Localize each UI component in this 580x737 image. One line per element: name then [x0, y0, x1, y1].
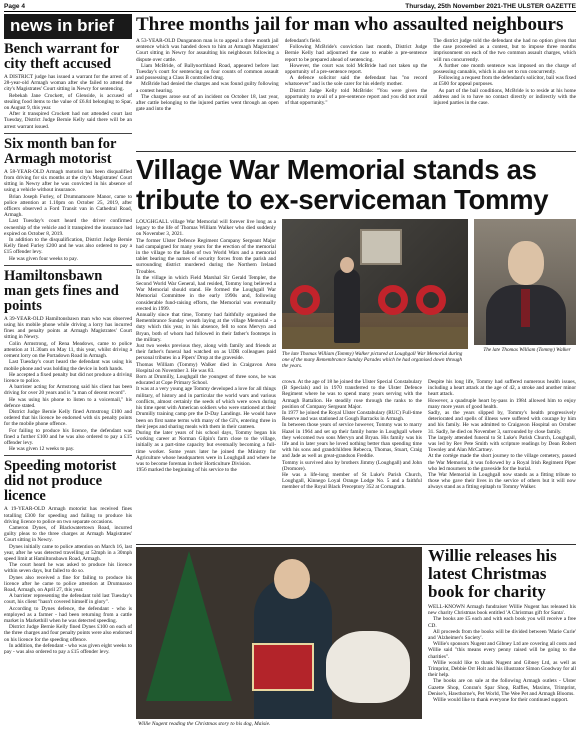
memorial-col-3 — [428, 379, 576, 544]
paragraph: Cameron Dynes, of Blackwatertown Road, incurred guilty pleas to the three charges at Armagh Magistrates' Court sitting in Newry. — [4, 524, 132, 544]
paragraph: Willie would like to thank Nugent and Gibney Ltd, as well as Trimprint, Debbie Orr Holt and his illustrator Simon Goodway for all their help. — [428, 659, 576, 679]
paragraph: defendant's field. — [284, 38, 321, 44]
paragraph: A 19-YEAR-OLD Armagh motorist has received fines totalling £300 for speeding and failing to produce his driving licence to police on two separate occasions. — [4, 506, 132, 525]
paragraph: It was at a very young age Tommy developed a love for all things military, of history and in particular the world wars and various conflicts, almost certainly the seeds of which were sown during his time spent with American soldiers who were stationed at their Drumilly training camp pre the D-Day Landings. He would have been on first name terms with many of the GI's, entering three in their jeeps and sharing meals with them in their canteen. — [136, 386, 276, 430]
paragraph: Born at Drumilly, Loughgall the youngest of three sons, he was educated at Cope Primary School. — [136, 374, 276, 387]
willie-body — [428, 604, 576, 703]
paragraph: Dynes also received a fine for failing to produce his licence after he came to police attention at Drumnasoo Road, Armagh, on April 27, this year. — [4, 574, 132, 593]
paragraph: Sadly, as the years slipped by, Tommy's health progressively deteriorated and spells of illness were suffered with courage by him and his family. He was admitted to Craigavon Hospital on October 31. Sadly, he died on November 3, surrounded by close family. — [428, 410, 576, 435]
paragraph: At the cortège made the short journey to the village cemetery, passed the War Memorial, it was followed by a Royal Irish Regiment Piper who led mourners to the graveside for the burial. — [428, 453, 576, 472]
brief-headline: Bench warrant for city theft accused — [4, 41, 119, 72]
brief-headline: Hamiltonsbawn man gets fines and points — [4, 267, 119, 314]
divider — [136, 544, 576, 545]
paragraph: Colin Armstrong, of Rena Meadows, came to police attention at 11.30am on May 11, this year, whilst driving a cement lorry on the Portadown Road in Armagh. — [4, 340, 132, 360]
paragraph: In addition, the defendant - who was given eight weeks to pay - was also ordered to pay a £15 offender levy. — [4, 642, 132, 656]
paragraph: The district judge told the defendant she had no option given that the case proceeded as a contest, but to impose three months imprisonment on each of the two common assault charges, which will run concurrently. — [433, 38, 576, 63]
christmas-tree-icon — [146, 551, 232, 701]
paragraph: A further one month sentence was imposed on the charge of possessing cannabis, which is also set to run concurrently. — [433, 62, 576, 76]
paragraph: Willie would like to thank everyone for their continued support. — [433, 697, 569, 704]
brief-headline: Six month ban for Armagh motorist — [4, 135, 117, 167]
paragraph: He was given 12 weeks to pay. — [9, 446, 75, 453]
paragraph: Willie's sponsors Nugent and Gibney Ltd are covering all costs and Willie said "this means every penny raised will be going to the charities". — [428, 641, 576, 660]
paragraph: He was using his phone to listen to a voicemail," his defence stated. — [4, 396, 132, 409]
paragraph: The charges arose out of an incident on October 18, last year, after cattle belonging to the injured parties went through an open gate and into the — [136, 93, 279, 113]
paragraph: Last Tuesday's court heard the driver confirmed ownership of the vehicle and it transpired the insurance had expired on October 8, 2019. — [4, 218, 132, 237]
divider — [4, 133, 132, 134]
paragraph: WELL-KNOWN Armagh fundraiser Willie Nugent has released his new charity Christmas book entitled 'A Christmas gift for Santa'. — [428, 604, 576, 617]
willie-headline: Willie releases his latest Christmas book for charity — [428, 547, 557, 601]
page-header — [4, 2, 576, 12]
paragraph: District Judge Bernie Kelly fined Dynes £100 on each of the three charges and four penalty points were also endorsed on his licence for the speeding offence. — [4, 624, 132, 643]
jail-col-3 — [433, 38, 576, 151]
brief-body — [4, 74, 132, 130]
memorial-headline-line-2: tribute to ex-serviceman Tommy — [136, 184, 549, 215]
news-in-brief-banner: news in brief — [4, 14, 132, 39]
portrait-photo — [474, 219, 576, 345]
portrait-caption: The late Thomas William (Tommy) Walker — [483, 347, 571, 353]
willie-article — [136, 547, 576, 732]
poppy-wreath-icon — [290, 285, 320, 315]
paragraph: The War Memorial in Loughgall now stands as a fitting tribute to those who gave their lives in the service of others but it will now always stand as a fitting epitaph to Tommy Walker. — [428, 472, 576, 491]
paragraph: crown. At the age of 18 he joined the Ulster Special Constabulary (B Specials) and in 1970 transferred to the Ulster Defence Regiment where he was to spend many years serving with the Armagh Battalion. He steadily rose through the ranks to the position of Company Sergeant Major. — [282, 379, 422, 410]
paragraph: District Judge Kelly told McBride: "You were given the opportunity to avail of a pre-sentence report and you did not avail of that opportunity." — [284, 87, 428, 107]
main-column — [136, 14, 576, 732]
dog-icon — [326, 631, 410, 703]
paragraph: During the later years of his school days, Tommy began his working career at Norman Gilpin's farm close to the village, initially as a part-time capacity but eventually becoming a full-time worker. Some years later he joined the Ministry for Agriculture whose headquarters were in Loughgall and where he was to become foreman in their Horticulture Division. — [136, 429, 276, 467]
paragraph: A 58-YEAR-OLD Armagh motorist has been disqualified from driving for six months at the city's Magistrates' Court sitting in Newry after he was convicted in his absence of using a vehicle without insurance. — [4, 168, 132, 194]
jail-col-1 — [136, 38, 279, 151]
poppy-wreath-icon — [378, 285, 408, 315]
willie-photo-caption: Willie Nugent reading the Christmas story to his dog, Maisie. — [138, 721, 271, 727]
paragraph: Following McBride's conviction last month, District Judge Bernie Kelly had adjourned the case to enable a pre-sentence report to be prepared ahead of sentencing. — [284, 44, 428, 63]
paragraph: Despite his long life, Tommy had suffered numerous health issues, including a heart attack at the age of 42, a stroke and another minor heart attack. — [428, 379, 576, 398]
paragraph: The largely attended funeral to St Luke's Parish Church, Loughgall, was led by Rev Pete Smith with scripture readings by Dean Robert Townley and Alan McCartney. — [428, 434, 576, 454]
paragraph: The court heard he was asked to produce his licence within seven days, but failed to do so. — [4, 562, 132, 575]
memorial-col-1 — [136, 219, 276, 544]
memorial-wreath-photo — [282, 219, 468, 349]
paragraph: Brian Joseph Furley, of Drumnamoore Manor, came to police attention at 1.10pm on October 25, 2019, after officers observed a Ford Transit van in Cathedral Road, Armagh. — [4, 193, 132, 219]
brief-items — [4, 42, 132, 655]
dateline: Thursday, 25th November 2021-THE ULSTER GAZETTE — [405, 3, 576, 10]
book-icon — [252, 643, 314, 691]
paragraph: Liam McBride, of Ballynorthland Road, appeared before last Tuesday's court for sentencing on four counts of common assault and possessing a Class B controlled drug. — [136, 62, 279, 82]
memorial-headline — [136, 155, 576, 217]
brief-body — [4, 316, 132, 452]
paragraph: Just two weeks previous they, along with family and friends at their father's funeral had watched on as UDR colleagues paid personal tributes in a Pipers' Drop at the graveside. — [136, 343, 276, 362]
person-figure-icon — [334, 269, 360, 343]
paragraph: Tommy is survived also by brothers Jimmy (Loughgall) and John (Dromore). — [282, 459, 422, 472]
paragraph: LOUGHGALL village War Memorial will forever live long as a legacy to the life of Thomas William Walker who died suddenly on November 3, 2021. — [136, 219, 276, 238]
paragraph: A DISTRICT judge has issued a warrant for the arrest of a 28-year-old Armagh woman after she failed to attend the city's Magistrates' Court sitting in Newry for sentencing. — [4, 74, 132, 93]
paragraph: He was given four weeks to pay. — [9, 255, 78, 262]
paragraph: According to Dynes defence, the defendant - who is employed as a farmer - had been returning from a cattle market in Markethill when he was detected speeding. — [4, 605, 132, 624]
divider — [4, 455, 132, 456]
portrait-face-icon — [508, 241, 544, 285]
memorial-col-2 — [282, 379, 422, 544]
paragraph: All proceeds from the books will be divided between 'Marie Curie' and 'Alzheimer's Society'. — [428, 628, 576, 642]
paragraph: He accepted a fixed penalty but did not produce a driving licence to police. — [4, 371, 132, 384]
paragraph: Thomas William (Tommy) Walker died in Craigavon Area Hospital on November 3. He was 83. — [136, 361, 276, 374]
poppy-wreath-icon — [416, 285, 446, 315]
paragraph: District Judge Bernie Kelly fined Armstrong £100 and ordered that his licence be endorsed with six penalty points for the mobile phone offence. — [4, 408, 132, 428]
paragraph: Last Tuesday's court heard the defendant was using his mobile phone and was holding the device in both hands. — [4, 359, 132, 372]
brief-body — [4, 169, 132, 262]
paragraph: The former Ulster Defence Regiment Company Sergeant Major had campaigned for many years for the erection of the memorial in the village to the fallen of two World Wars and a memorial tablet bearing the names of security forces from the parish and surrounding district murdered during the Northern Ireland Troubles. — [136, 237, 276, 275]
memorial-photo-caption: The late Thomas William (Tommy) Walker pictured at Loughgall War Memorial during one of the many Remembrance Sunday Parades which he had organised down through the years. — [282, 351, 463, 369]
page-number: Page 4 — [4, 3, 25, 10]
news-in-brief-column — [4, 14, 132, 732]
paragraph: Rebekah Jane Crockett, of Glenside, is accused of stealing food items to the value of £6.84 belonging to Spar, on August 9, this year. — [4, 92, 132, 112]
paragraph: In addition to the disqualification, District Judge Bernie Kelly fined Furley £200 and he was also ordered to pay a £15 offender levy. — [4, 237, 132, 256]
paragraph: Following a request from the defendant's solicitor, bail was fixed at £500 for appeal purposes. — [433, 75, 576, 88]
brief-headline: Speeding motorist did not produce licence — [4, 458, 117, 505]
paragraph: Annually since that time, Tommy had faithfully organised the Remembrance Sunday wreath laying at the village Memorial - a duty which this year, in his absence, fell to sons Mervyn and Bryan, both of whom had followed in their father's footsteps in the military. — [136, 312, 276, 343]
paragraph: 1956 marked the beginning of his service to the — [136, 467, 237, 474]
paragraph: For failing to produce his licence, the defendant was fined a further £100 and he was also ordered to pay a £15 offender levy. — [4, 427, 132, 446]
paragraph: A barrister representing the defendant told last Tuesday's court, his client "hasn't covered himself in glory". — [4, 593, 132, 606]
paragraph: A 39-YEAR-OLD Hamiltonsbawn man who was observed using his mobile phone while driving a lorry has incurred fines and penalty points at Armagh Magistrates' Court sitting in Newry. — [4, 315, 132, 341]
willie-dog-photo — [136, 547, 422, 719]
paragraph: McBride had denied the charges and was found guilty following a contest hearing. — [136, 81, 279, 94]
jail-headline: Three months jail for man who assaulted neighbours — [136, 14, 564, 35]
paragraph: A 53-YEAR-OLD Dungannon man is to appeal a three month jail sentence which was handed down to him at Armagh Magistrates' Court sitting in Newry for assaulting his neighbours following a dispute over cattle. — [136, 38, 279, 63]
memorial-headline-line-1: Village War Memorial stands as — [136, 155, 537, 185]
divider — [4, 265, 132, 266]
jail-article-body — [136, 38, 576, 151]
paragraph: As part of the bail conditions, McBride is to reside at his home address and is to have no contact directly or indirectly with the injured parties in the case. — [433, 87, 576, 107]
paragraph: A defence solicitor said the defendant has "no record whatsoever" and is the sole carer for his elderly mother. — [284, 75, 428, 88]
memorial-article — [136, 219, 576, 544]
divider — [136, 151, 576, 152]
jail-col-2 — [285, 38, 428, 151]
brief-body — [4, 506, 132, 655]
paragraph: In between those years of service however, Tommy was to marry Hazel in 1964 and set up their family home in Loughgall where they welcomed two sons Mervyn and Bryan. His family was his life and in later years he loved nothing better than spending time with his sons and grandchildren Rebecca, Thomas, Stuart, Craig and Jade as well as great-grandson Freddie. — [282, 422, 422, 460]
willie-text-block — [428, 547, 576, 732]
paragraph: In the village in which Field Marshal Sir Gerald Templer, the Second World War General, had resided, Tommy long believed a War Memorial should stand. He formed the Loughgall War Memorial Committee in the early 1990s and, following considerable fund-raising efforts, the Memorial was eventually erected in 1999. — [136, 274, 276, 312]
paragraph: A barrister acting for Armstrong said his client has been driving for over 20 years and is "a man of decent record". — [4, 384, 132, 397]
paragraph: However, a quadruple heart by-pass in 1984 allowed him to enjoy many more years of good health. — [428, 397, 576, 410]
paragraph: After it transpired Crockett had not attended court last Tuesday, District Judge Bernie Kelly said there will be an arrest warrant issued. — [4, 111, 132, 130]
paragraph: However, the court was told McBride had not taken up the opportunity of a pre-sentence report. — [284, 62, 428, 76]
paragraph: The books are on sale at the following Armagh outlets - Ulster Gazette Shop, Conran's Spar Shop, Raffles, Maxims, Trimprint, Denise's, Hawthorne's, Pet World, The Wee Pet and Armagh Blooms. — [428, 678, 576, 697]
paragraph: Dynes initially came to police attention on March 16, last year, after he was detected travelling at 52mph in a 30mph speed limit at Hamiltonsbawn Road, Armagh. — [4, 543, 132, 562]
paragraph: In 1977 he joined the Royal Ulster Constabulary (RUC) Full-time Reserve and was stationed at Gough Barracks in Armagh. — [282, 410, 422, 423]
memorial-plaque-icon — [360, 229, 402, 265]
paragraph: The books are £5 each and with each book you will receive a free CD. — [428, 616, 576, 629]
paragraph: He was a life-long member of St Luke's Parish Church, Loughgall, Kinnego Loyal Orange Lodge No. 5 and a faithful member of the Royal Black Preceptory 352 at Cornagrath. — [282, 472, 422, 491]
